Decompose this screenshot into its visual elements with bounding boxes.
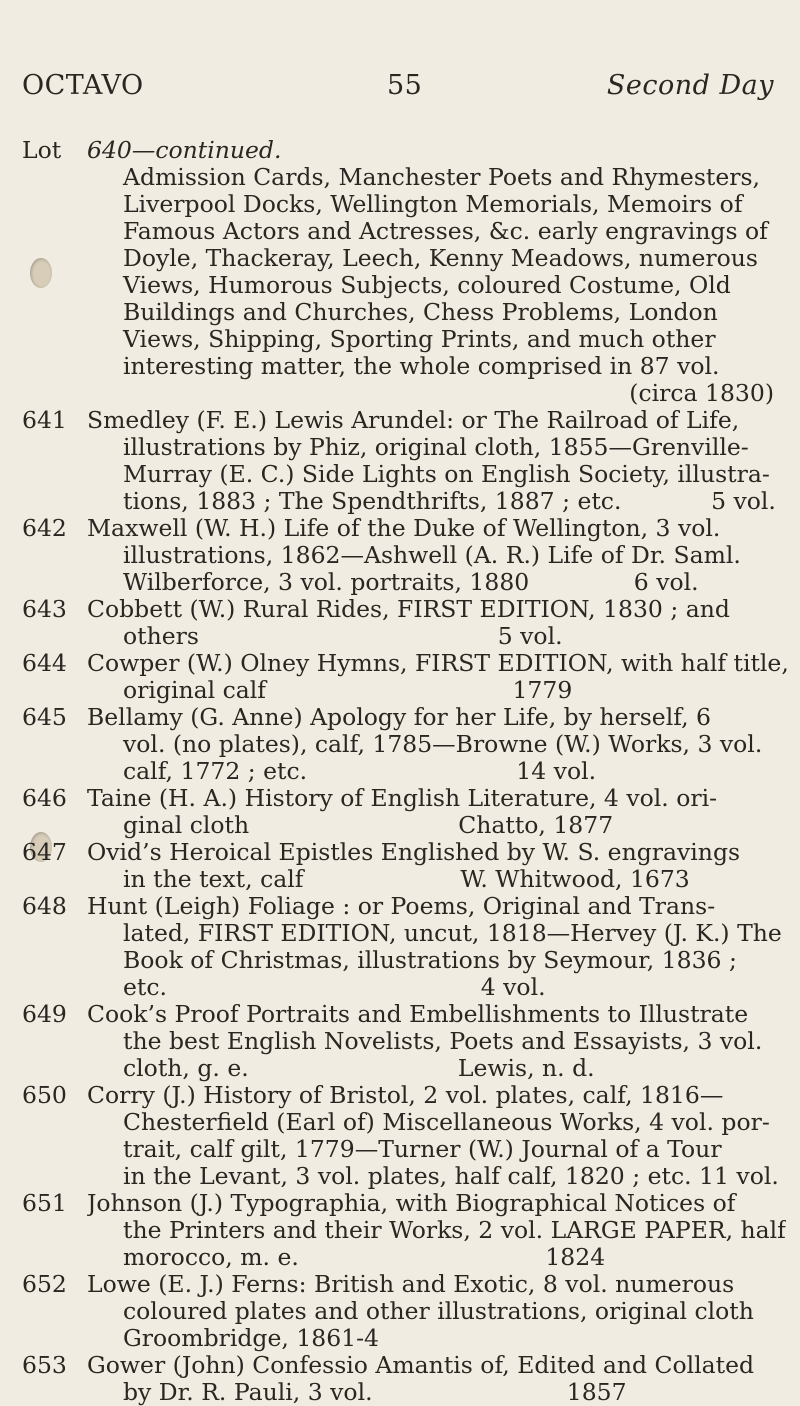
lot-line: Ovid’s Heroical Epistles Englished by W. S. engravings — [87, 839, 741, 866]
lot-646 — [22, 785, 774, 839]
lot-line: vol. (no plates), calf, 1785—Browne (W.) Works, 3 vol. — [123, 731, 763, 758]
lot-line: Cowper (W.) Olney Hymns, FIRST EDITION, with half title, — [87, 650, 789, 677]
lot-line: Buildings and Churches, Chess Problems, London — [123, 299, 718, 326]
page-number: 55 — [387, 70, 423, 101]
lot-line: etc. 4 vol. — [123, 974, 546, 1001]
header-day: Second Day — [606, 70, 774, 101]
lot-heading: 640—continued. — [87, 137, 282, 164]
lot-650 — [22, 1081, 779, 1190]
lot-line: cloth, g. e. Lewis, n. d. — [123, 1055, 595, 1082]
lot-description — [87, 893, 782, 1001]
lot-line: the best English Novelists, Poets and Essayists, 3 vol. — [123, 1028, 763, 1055]
lot-description — [87, 1190, 786, 1271]
lot-number: 641 — [22, 406, 67, 434]
lot-line: ginal cloth Chatto, 1877 — [123, 812, 614, 839]
lot-description — [87, 704, 774, 785]
lot-line: Hunt (Leigh) Foliage : or Poems, Original and Trans- — [87, 893, 716, 920]
lot-number: 652 — [22, 1270, 67, 1298]
lot-line: Taine (H. A.) History of English Literature, 4 vol. ori- — [87, 785, 718, 812]
lot-description — [87, 1082, 779, 1190]
lot-642 — [22, 515, 774, 596]
lot-description — [87, 1001, 774, 1082]
lot-652 — [22, 1271, 774, 1352]
lot-description — [87, 596, 774, 650]
lot-number: 651 — [22, 1189, 67, 1217]
lot-number: 649 — [22, 1000, 67, 1028]
lot-line: Lowe (E. J.) Ferns: British and Exotic, 8 vol. numerous — [87, 1271, 735, 1298]
lot-line: in the Levant, 3 vol. plates, half calf, 1820 ; etc. 11 vol. — [123, 1163, 779, 1190]
lot-number: 646 — [22, 784, 67, 812]
lot-line: Maxwell (W. H.) Life of the Duke of Wellington, 3 vol. — [87, 515, 721, 542]
lot-description — [87, 650, 789, 704]
lot-line: illustrations by Phiz, original cloth, 1855—Grenville- — [123, 434, 749, 461]
lot-line: Murray (E. C.) Side Lights on English Society, illustra- — [123, 461, 770, 488]
lot-line: others 5 vol. — [123, 623, 563, 650]
lot-line: interesting matter, the whole comprised in 87 vol. — [123, 353, 720, 380]
lot-645 — [22, 704, 774, 785]
lot-number: 644 — [22, 649, 67, 677]
lot-number: 648 — [22, 892, 67, 920]
lot-number: 653 — [22, 1351, 67, 1379]
lot-number: 645 — [22, 703, 67, 731]
lot-line: Doyle, Thackeray, Leech, Kenny Meadows, numerous — [123, 245, 758, 272]
lot-line: original calf 1779 — [123, 677, 573, 704]
lot-647 — [22, 839, 774, 893]
lot-line: trait, calf gilt, 1779—Turner (W.) Journal of a Tour — [123, 1136, 722, 1163]
lot-description — [87, 1352, 774, 1406]
lot-644 — [22, 649, 789, 704]
lot-description — [87, 785, 774, 839]
lot-line: Gower (John) Confessio Amantis of, Edited and Collated — [87, 1352, 755, 1379]
page-header — [22, 70, 774, 110]
lot-line: Cobbett (W.) Rural Rides, FIRST EDITION, 1830 ; and — [87, 596, 730, 623]
lot-description — [87, 839, 774, 893]
lot-line: calf, 1772 ; etc. 14 vol. — [123, 758, 597, 785]
lot-description — [87, 515, 774, 596]
header-section: OCTAVO — [22, 70, 144, 101]
lot-line: Views, Shipping, Sporting Prints, and much other — [123, 326, 716, 353]
lot-line: Johnson (J.) Typographia, with Biographical Notices of — [87, 1190, 736, 1217]
lot-651 — [22, 1189, 786, 1271]
lot-line: Famous Actors and Actresses, &c. early engravings of — [123, 218, 768, 245]
lot-line: lated, FIRST EDITION, uncut, 1818—Hervey (J. K.) The — [123, 920, 782, 947]
lot-label: Lot — [22, 136, 62, 164]
lot-line: Groombridge, 1861-4 — [123, 1325, 380, 1352]
lot-641 — [22, 407, 774, 515]
lots-container — [22, 406, 789, 1406]
lot-description — [87, 137, 774, 407]
lot-line: illustrations, 1862—Ashwell (A. R.) Life of Dr. Saml. — [123, 542, 741, 569]
lot-line: Wilberforce, 3 vol. portraits, 1880 6 vol. — [123, 569, 699, 596]
lot-line: Liverpool Docks, Wellington Memorials, Memoirs of — [123, 191, 743, 218]
lot-number: 643 — [22, 595, 67, 623]
lot-648 — [22, 892, 782, 1001]
lot-line: Views, Humorous Subjects, coloured Costume, Old — [123, 272, 731, 299]
lot-line: tions, 1883 ; The Spendthrifts, 1887 ; etc. 5 vol. — [123, 488, 776, 515]
lot-description — [87, 407, 776, 515]
lot-number: 650 — [22, 1081, 67, 1109]
lot-line: Chesterfield (Earl of) Miscellaneous Works, 4 vol. por- — [123, 1109, 770, 1136]
lot-date: (circa 1830) — [629, 380, 774, 407]
lot-number: 642 — [22, 514, 67, 542]
lot-643 — [22, 596, 774, 650]
lot-line: the Printers and their Works, 2 vol. LARGE PAPER, half — [123, 1217, 786, 1244]
lot-line: Smedley (F. E.) Lewis Arundel: or The Railroad of Life, — [87, 407, 740, 434]
lot-number: 647 — [22, 838, 67, 866]
lot-line: by Dr. R. Pauli, 3 vol. 1857 — [123, 1379, 627, 1406]
lot-line: Corry (J.) History of Bristol, 2 vol. plates, calf, 1816— — [87, 1082, 724, 1109]
lot-640 — [22, 137, 774, 407]
lot-line: Bellamy (G. Anne) Apology for her Life, by herself, 6 — [87, 704, 711, 731]
lot-description — [87, 1271, 774, 1352]
lot-list — [22, 136, 789, 1406]
lot-line: in the text, calf W. Whitwood, 1673 — [123, 866, 690, 893]
lot-line: morocco, m. e. 1824 — [123, 1244, 606, 1271]
lot-line: Admission Cards, Manchester Poets and Rhymesters, — [123, 164, 761, 191]
lot-653 — [22, 1352, 774, 1406]
lot-line: Cook’s Proof Portraits and Embellishments to Illustrate — [87, 1001, 749, 1028]
lot-line: Book of Christmas, illustrations by Seymour, 1836 ; — [123, 947, 737, 974]
lot-line: coloured plates and other illustrations, original cloth — [123, 1298, 754, 1325]
lot-649 — [22, 1001, 774, 1082]
